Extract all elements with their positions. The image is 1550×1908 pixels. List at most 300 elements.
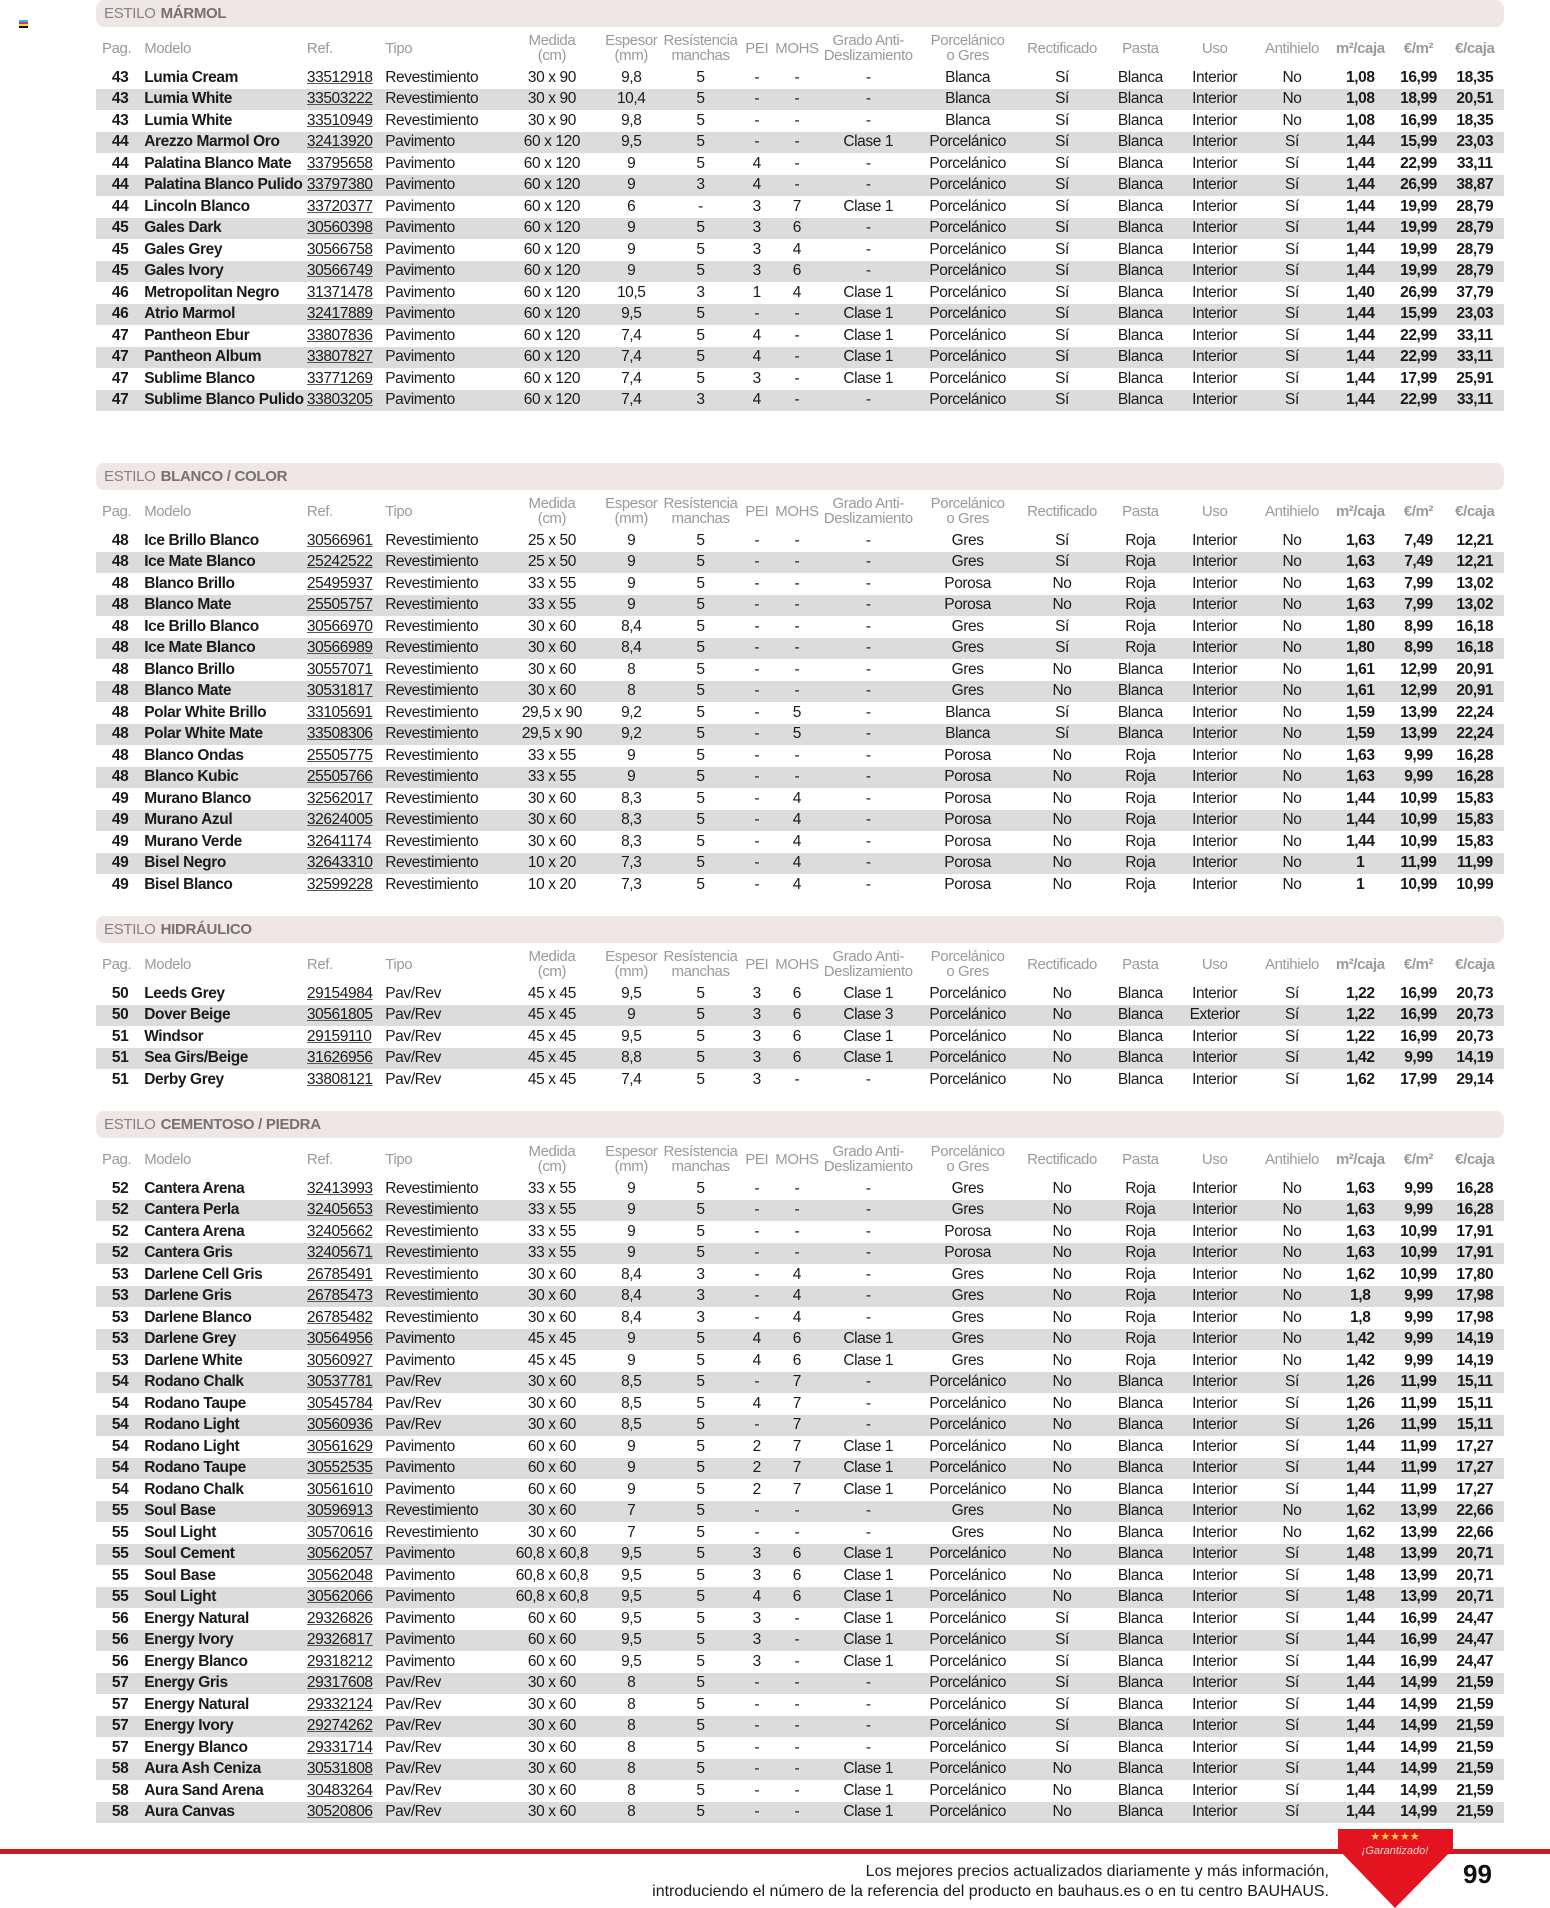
cell-mohs: 6 [792, 1566, 802, 1584]
cell-ref[interactable]: 30561805 [307, 1005, 385, 1027]
cell-pag: 44 [96, 175, 144, 197]
cell-eurm2: 7,99 [1391, 595, 1445, 617]
cell-ref[interactable]: 30562066 [307, 1587, 385, 1609]
cell-espesor: 8 [627, 1695, 636, 1713]
cell-ref[interactable]: 33807827 [307, 347, 385, 369]
cell-grado: - [865, 154, 871, 172]
cell-espesor: 7,4 [621, 1070, 642, 1088]
column-header-antihielo: Antihielo [1265, 502, 1319, 520]
cell-espesor: 8 [600, 1673, 662, 1695]
cell-mohs: - [794, 574, 800, 592]
cell-ref[interactable]: 30566989 [307, 638, 385, 660]
cell-pag: 55 [96, 1587, 144, 1609]
cell-eurcaja: 28,79 [1456, 240, 1494, 258]
cell-porcelanico: Porcelánico [929, 1027, 1006, 1045]
cell-ref[interactable]: 30560398 [307, 218, 385, 240]
column-header-espesor [600, 490, 662, 530]
cell-pei: - [739, 724, 775, 746]
cell-eurcaja: 22,66 [1456, 1523, 1494, 1541]
cell-m2caja: 1,44 [1329, 1802, 1391, 1824]
cell-rectificado: Sí [1018, 638, 1106, 660]
cell-pag: 49 [111, 832, 129, 850]
cell-porcelanico: Porcelánico [929, 1437, 1006, 1455]
cell-pei: - [739, 552, 775, 574]
cell-ref[interactable]: 30561610 [306, 1480, 373, 1498]
cell-m2caja: 1,63 [1345, 531, 1375, 549]
cell-ref[interactable]: 31626956 [307, 1048, 385, 1070]
cell-mohs: - [775, 89, 819, 111]
cell-ref[interactable]: 30552535 [307, 1458, 385, 1480]
cell-eurcaja: 17,91 [1456, 1222, 1494, 1240]
cell-eurcaja: 28,79 [1456, 197, 1494, 215]
cell-ref[interactable]: 33503222 [307, 89, 385, 111]
cell-ref[interactable]: 29154984 [306, 984, 373, 1002]
cell-antihielo: Sí [1285, 1566, 1299, 1584]
cell-pag: 53 [96, 1286, 144, 1308]
cell-ref[interactable]: 30545784 [306, 1394, 373, 1412]
cell-ref[interactable]: 30564956 [307, 1329, 385, 1351]
cell-pag: 43 [111, 111, 129, 129]
cell-grado: - [819, 853, 917, 875]
cell-pasta: Blanca [1106, 1048, 1174, 1070]
cell-ref[interactable]: 30520806 [307, 1802, 385, 1824]
cell-ref[interactable]: 29317608 [307, 1673, 385, 1695]
column-header-pasta: Pasta [1122, 1150, 1159, 1168]
cell-mohs: 6 [775, 1329, 819, 1351]
cell-pag: 48 [96, 767, 144, 789]
cell-espesor: 9 [627, 746, 636, 764]
cell-eurm2: 15,99 [1391, 132, 1445, 154]
cell-ref[interactable]: 33105691 [306, 703, 373, 721]
cell-pei: - [739, 89, 775, 111]
cell-ref[interactable]: 33807836 [306, 326, 373, 344]
cell-eurcaja: 37,79 [1456, 283, 1494, 301]
cell-pasta: Blanca [1106, 724, 1174, 746]
cell-medida: 60 x 120 [523, 197, 581, 215]
column-header-tipo: Tipo [385, 502, 413, 520]
cell-pag: 57 [96, 1716, 144, 1738]
column-header-eurm2: €/m² [1403, 1150, 1434, 1168]
cell-ref[interactable]: 30566758 [306, 240, 373, 258]
cell-rectificado: No [1018, 1587, 1106, 1609]
cell-ref[interactable]: 30483264 [306, 1781, 373, 1799]
cell-ref[interactable]: 33771269 [306, 369, 373, 387]
cell-porcelanico: Porcelánico [917, 1716, 1017, 1738]
cell-uso: Interior [1175, 390, 1255, 412]
table-row [96, 1651, 1504, 1673]
cell-pag: 43 [111, 68, 129, 86]
cell-uso: Interior [1175, 1630, 1255, 1652]
cell-antihielo: Sí [1285, 1027, 1299, 1045]
cell-espesor: 8,5 [621, 1394, 642, 1412]
cell-m2caja: 1,44 [1329, 1759, 1391, 1781]
cell-uso: Interior [1192, 617, 1238, 635]
cell-eurcaja: 24,47 [1456, 1609, 1494, 1627]
column-header-uso: Uso [1201, 1150, 1228, 1168]
product-table [96, 27, 1504, 411]
cell-porcelanico: Porosa [917, 1243, 1017, 1265]
cell-mohs: - [775, 1802, 819, 1824]
cell-ref[interactable]: 25495937 [306, 574, 373, 592]
cell-eurm2: 14,99 [1400, 1695, 1437, 1713]
cell-medida: 60 x 120 [504, 175, 600, 197]
cell-ref[interactable]: 26785473 [307, 1286, 385, 1308]
cell-espesor: 10,4 [600, 89, 662, 111]
cell-modelo: Leeds Grey [144, 984, 225, 1002]
cell-resistencia: 5 [696, 1695, 705, 1713]
cell-m2caja: 1,63 [1345, 746, 1375, 764]
cell-ref[interactable]: 33803205 [307, 390, 385, 412]
cell-espesor: 8,4 [621, 1308, 642, 1326]
cell-modelo: Cantera Gris [144, 1243, 307, 1265]
column-header-mohs: MOHS [775, 1150, 819, 1168]
cell-uso: Interior [1192, 1523, 1238, 1541]
cell-pag: 48 [96, 552, 144, 574]
cell-antihielo: Sí [1285, 1480, 1299, 1498]
cell-ref[interactable]: 30560927 [306, 1351, 373, 1369]
cell-pasta: Blanca [1106, 1544, 1174, 1566]
column-header-line: Medida [528, 1143, 576, 1160]
cell-espesor: 7,4 [621, 326, 642, 344]
cell-pei: 3 [739, 261, 775, 283]
cell-rectificado: Sí [1018, 175, 1106, 197]
cell-eurcaja: 21,59 [1456, 1695, 1494, 1713]
cell-porcelanico: Gres [951, 531, 984, 549]
cell-eurcaja: 33,11 [1456, 154, 1493, 172]
cell-modelo: Energy Ivory [144, 1716, 307, 1738]
cell-ref[interactable]: 32413993 [306, 1179, 373, 1197]
cell-pasta: Blanca [1117, 111, 1163, 129]
cell-uso: Interior [1175, 1415, 1255, 1437]
column-header-mohs: MOHS [775, 955, 819, 973]
cell-eurm2: 9,99 [1391, 767, 1445, 789]
cell-eurm2: 15,99 [1391, 304, 1445, 326]
cell-tipo: Pavimento [385, 1458, 504, 1480]
cell-ref[interactable]: 25505766 [307, 767, 385, 789]
cell-pasta: Roja [1125, 875, 1156, 893]
cell-grado: - [865, 111, 871, 129]
cell-m2caja: 1,44 [1329, 304, 1391, 326]
cell-eurm2: 13,99 [1400, 1566, 1437, 1584]
cell-tipo: Pavimento [385, 261, 504, 283]
cell-pasta: Blanca [1106, 1501, 1174, 1523]
column-header-mohs: MOHS [775, 502, 819, 520]
cell-ref[interactable]: 32413920 [307, 132, 385, 154]
cell-ref[interactable]: 30537781 [307, 1372, 385, 1394]
cell-eurcaja: 16,28 [1446, 767, 1504, 789]
cell-ref[interactable]: 30566961 [306, 531, 373, 549]
cell-m2caja: 1,48 [1329, 1544, 1391, 1566]
cell-grado: - [819, 1673, 917, 1695]
section-prefix: ESTILO [104, 468, 156, 485]
cell-grado: - [865, 832, 871, 850]
cell-ref[interactable]: 30562048 [306, 1566, 373, 1584]
column-header-medida [504, 27, 600, 67]
cell-ref[interactable]: 30561629 [306, 1437, 373, 1455]
cell-ref[interactable]: 32599228 [306, 875, 373, 893]
cell-pag: 45 [111, 240, 129, 258]
table-row [96, 1759, 1504, 1781]
cell-porcelanico: Porcelánico [917, 1587, 1017, 1609]
section-0 [96, 0, 1504, 411]
cell-ref[interactable]: 32405653 [307, 1200, 385, 1222]
cell-mohs: - [794, 1179, 800, 1197]
cell-antihielo: No [1255, 724, 1329, 746]
cell-ref[interactable]: 25505757 [307, 595, 385, 617]
cell-ref[interactable]: 33797380 [307, 175, 385, 197]
cell-pasta: Blanca [1106, 132, 1174, 154]
cell-ref[interactable]: 32417889 [307, 304, 385, 326]
cell-pei: - [754, 703, 760, 721]
cell-eurcaja: 20,73 [1446, 1005, 1504, 1027]
cell-ref[interactable]: 30557071 [306, 660, 373, 678]
cell-ref[interactable]: 30596913 [307, 1501, 385, 1523]
cell-pasta: Blanca [1106, 1005, 1174, 1027]
cell-rectificado: Sí [1018, 390, 1106, 412]
cell-m2caja: 1 [1356, 875, 1365, 893]
cell-pasta: Blanca [1106, 1802, 1174, 1824]
column-header-rectificado: Rectificado [1027, 502, 1097, 520]
cell-mohs: - [775, 595, 819, 617]
section-title [96, 1111, 1504, 1138]
column-header-line: (cm) [537, 1158, 567, 1175]
cell-medida: 30 x 60 [504, 810, 600, 832]
cell-pag: 47 [111, 369, 129, 387]
cell-uso: Interior [1175, 724, 1255, 746]
cell-ref[interactable]: 29318212 [306, 1652, 373, 1670]
cell-pei: - [754, 1781, 760, 1799]
section-1 [96, 463, 1504, 896]
cell-pasta: Roja [1106, 552, 1174, 574]
cell-eurm2: 16,99 [1400, 1652, 1437, 1670]
cell-tipo: Pavimento [385, 304, 504, 326]
cell-grado: - [819, 1501, 917, 1523]
cell-ref[interactable]: 32405671 [307, 1243, 385, 1265]
footer-divider [0, 1849, 1550, 1854]
cell-porcelanico: Porcelánico [929, 1652, 1006, 1670]
cell-tipo: Revestimiento [385, 1523, 479, 1541]
cell-modelo: Energy Natural [144, 1695, 249, 1713]
cell-pasta: Roja [1125, 832, 1156, 850]
cell-ref[interactable]: 30560936 [307, 1415, 385, 1437]
table-row [96, 153, 1504, 175]
cell-tipo: Pavimento [385, 1587, 504, 1609]
cell-pei: 3 [739, 1048, 775, 1070]
cell-ref[interactable]: 29274262 [307, 1716, 385, 1738]
cell-ref[interactable]: 33510949 [306, 111, 373, 129]
cell-rectificado: No [1052, 1179, 1072, 1197]
cell-ref[interactable]: 32643310 [307, 853, 385, 875]
cell-grado: - [865, 1308, 871, 1326]
cell-grado: Clase 1 [819, 1458, 917, 1480]
cell-tipo: Revestimiento [385, 574, 479, 592]
cell-pasta: Blanca [1117, 1566, 1163, 1584]
cell-eurm2: 16,99 [1400, 1027, 1437, 1045]
cell-resistencia: 5 [696, 1781, 705, 1799]
cell-eurm2: 7,49 [1404, 531, 1433, 549]
cell-rectificado: No [1052, 875, 1072, 893]
cell-pasta: Blanca [1117, 369, 1163, 387]
cell-ref[interactable]: 29326817 [307, 1630, 385, 1652]
cell-ref[interactable]: 29159110 [306, 1027, 372, 1045]
column-header-rectificado: Rectificado [1027, 39, 1097, 57]
column-header-line: Porcelánico [930, 32, 1005, 49]
cell-eurcaja: 25,91 [1456, 369, 1494, 387]
cell-pag: 47 [96, 347, 144, 369]
cell-pei: 2 [739, 1458, 775, 1480]
cell-ref[interactable]: 32641174 [306, 832, 372, 850]
table-row [96, 724, 1504, 746]
cell-porcelanico: Porcelánico [917, 261, 1017, 283]
cell-antihielo: Sí [1255, 1372, 1329, 1394]
cell-espesor: 9,5 [600, 1544, 662, 1566]
cell-m2caja: 1,63 [1345, 1222, 1375, 1240]
cell-tipo: Pavimento [385, 1329, 504, 1351]
column-header-line: Deslizamiento [823, 47, 913, 64]
cell-ref[interactable]: 26785482 [306, 1308, 373, 1326]
cell-ref[interactable]: 29326826 [306, 1609, 373, 1627]
cell-tipo: Pav/Rev [385, 1738, 441, 1756]
cell-espesor: 9,5 [600, 132, 662, 154]
cell-ref[interactable]: 26785491 [306, 1265, 373, 1283]
cell-antihielo: Sí [1285, 984, 1299, 1002]
cell-ref[interactable]: 33795658 [306, 154, 373, 172]
cell-eurm2: 14,99 [1400, 1738, 1437, 1756]
cell-eurcaja: 17,91 [1446, 1243, 1504, 1265]
column-header-line: (mm) [614, 1158, 648, 1175]
cell-pasta: Blanca [1106, 261, 1174, 283]
cell-pasta: Roja [1125, 574, 1156, 592]
cell-porcelanico: Porcelánico [929, 283, 1006, 301]
cell-ref[interactable]: 29331714 [306, 1738, 373, 1756]
cell-uso: Interior [1192, 240, 1238, 258]
cell-ref[interactable]: 30570616 [306, 1523, 373, 1541]
cell-rectificado: No [1018, 1286, 1106, 1308]
cell-modelo: Ice Mate Blanco [144, 638, 307, 660]
column-header-grado [819, 490, 917, 530]
cell-ref[interactable]: 30566749 [307, 261, 385, 283]
cell-rectificado: No [1018, 1415, 1106, 1437]
table-row [96, 304, 1504, 326]
cell-m2caja: 1,48 [1345, 1566, 1375, 1584]
table-row [96, 1264, 1504, 1286]
cell-mohs: 7 [775, 1458, 819, 1480]
cell-resistencia: 5 [662, 1243, 738, 1265]
cell-ref[interactable]: 33512918 [306, 68, 373, 86]
cell-ref[interactable]: 32624005 [307, 810, 385, 832]
cell-ref[interactable]: 30531817 [307, 681, 385, 703]
cell-rectificado: No [1052, 1351, 1072, 1369]
cell-rectificado: No [1052, 1027, 1072, 1045]
cell-ref[interactable]: 32405662 [306, 1222, 373, 1240]
cell-m2caja: 1,44 [1345, 1781, 1375, 1799]
cell-porcelanico: Porcelánico [917, 390, 1017, 412]
cell-pasta: Blanca [1117, 1394, 1163, 1412]
cell-pei: - [754, 1308, 760, 1326]
cell-modelo: Lincoln Blanco [144, 197, 250, 215]
cell-grado: - [865, 1738, 871, 1756]
cell-m2caja: 1,44 [1345, 326, 1375, 344]
cell-ref[interactable]: 30566970 [306, 617, 373, 635]
cell-antihielo: Sí [1255, 390, 1329, 412]
cell-grado: Clase 1 [819, 1587, 917, 1609]
cell-espesor: 9,2 [621, 703, 642, 721]
cell-resistencia: 5 [662, 1759, 738, 1781]
cell-ref[interactable]: 33808121 [306, 1070, 373, 1088]
cell-modelo: Ice Brillo Blanco [144, 531, 259, 549]
cell-antihielo: Sí [1285, 1695, 1299, 1713]
cell-ref[interactable]: 25505775 [306, 746, 373, 764]
cell-ref[interactable]: 33508306 [307, 724, 385, 746]
cell-antihielo: No [1282, 1523, 1302, 1541]
svg-text:★★★★★: ★★★★★ [1370, 1830, 1420, 1843]
table-row [96, 1479, 1504, 1501]
table-row [96, 1307, 1504, 1329]
cell-porcelanico: Blanca [917, 89, 1017, 111]
cell-porcelanico: Porcelánico [929, 1609, 1006, 1627]
cell-modelo: Darlene Cell Gris [144, 1265, 263, 1283]
cell-modelo: Rodano Chalk [144, 1372, 307, 1394]
cell-ref[interactable]: 33720377 [306, 197, 373, 215]
cell-eurm2: 16,99 [1400, 984, 1437, 1002]
cell-porcelanico: Porcelánico [917, 1544, 1017, 1566]
cell-rectificado: No [1018, 1005, 1106, 1027]
cell-tipo: Revestimiento [385, 703, 479, 721]
column-header-rectificado: Rectificado [1027, 1150, 1097, 1168]
column-header-line: (cm) [537, 510, 567, 527]
cell-medida: 29,5 x 90 [521, 703, 582, 721]
table-row [96, 681, 1504, 703]
cell-uso: Interior [1175, 1329, 1255, 1351]
cell-antihielo: Sí [1255, 1630, 1329, 1652]
cell-ref[interactable]: 29332124 [306, 1695, 373, 1713]
cell-espesor: 9,5 [600, 1630, 662, 1652]
column-header-porcelanico [917, 27, 1017, 67]
cell-m2caja: 1,59 [1345, 703, 1375, 721]
cell-medida: 30 x 60 [504, 1716, 600, 1738]
cell-grado: Clase 1 [819, 1802, 917, 1824]
column-header-rectificado: Rectificado [1027, 955, 1097, 973]
cell-resistencia: 5 [696, 1566, 705, 1584]
cell-resistencia: 5 [696, 703, 705, 721]
cell-ref[interactable]: 30562057 [307, 1544, 385, 1566]
cell-medida: 33 x 55 [504, 1243, 600, 1265]
cell-eurcaja: 17,98 [1446, 1286, 1504, 1308]
cell-medida: 45 x 45 [504, 1048, 600, 1070]
cell-pag: 45 [96, 218, 144, 240]
cell-mohs: - [775, 347, 819, 369]
cell-medida: 30 x 60 [504, 1286, 600, 1308]
cell-grado: - [865, 240, 871, 258]
table-row [96, 132, 1504, 154]
cell-ref[interactable]: 30531808 [307, 1759, 385, 1781]
cell-resistencia: 5 [662, 1716, 738, 1738]
cell-porcelanico: Porcelánico [917, 1630, 1017, 1652]
cell-porcelanico: Blanca [945, 68, 991, 86]
cell-ref[interactable]: 25242522 [307, 552, 385, 574]
cell-porcelanico: Gres [951, 1523, 984, 1541]
table-row [96, 218, 1504, 240]
cell-pag: 51 [111, 1070, 129, 1088]
cell-m2caja: 1,8 [1350, 1308, 1371, 1326]
cell-uso: Interior [1175, 1372, 1255, 1394]
cell-tipo: Pav/Rev [385, 1005, 504, 1027]
cell-grado: Clase 1 [843, 1351, 894, 1369]
cell-porcelanico: Gres [917, 552, 1017, 574]
cell-ref[interactable]: 31371478 [306, 283, 373, 301]
cell-ref[interactable]: 32562017 [306, 789, 373, 807]
cell-pei: 3 [752, 1609, 761, 1627]
